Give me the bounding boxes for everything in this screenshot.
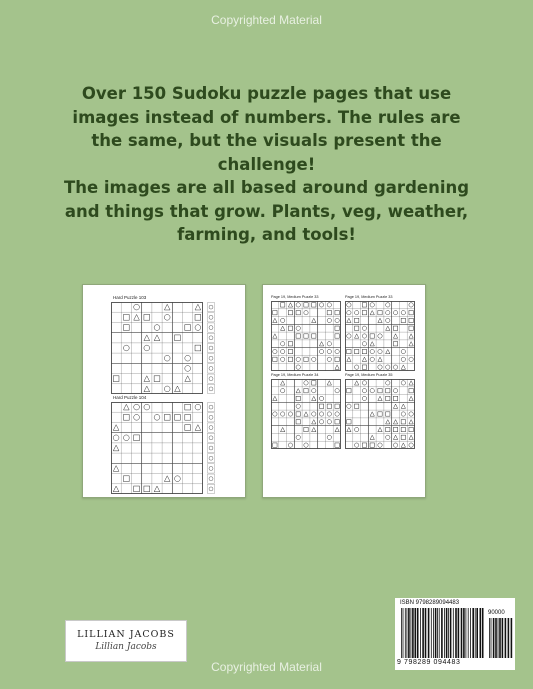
blurb-paragraph-2: The images are all based around gardening and things that grow. Plants, veg, weather, farming, and tools! <box>63 178 470 244</box>
sudoku-grid <box>271 301 341 371</box>
puzzle-title: Page 19, Medium Puzzle 35 <box>345 373 393 377</box>
puzzle-title: Page 19, Medium Puzzle 33 <box>271 295 319 299</box>
isbn-digits: 9 798289 094483 <box>397 659 461 666</box>
puzzle-title: Hard Puzzle 104 <box>113 395 147 400</box>
sudoku-grid <box>271 379 341 449</box>
symbol-key-column <box>207 302 215 394</box>
sudoku-grid <box>345 379 415 449</box>
puzzle-title: Hard Puzzle 103 <box>113 295 147 300</box>
copyright-watermark-bottom: Copyrighted Material <box>211 660 322 674</box>
price-code: 90000 <box>488 610 505 616</box>
author-signature: Lillian Jacobs <box>95 642 157 652</box>
author-name: LILLIAN JACOBS <box>77 629 175 640</box>
sudoku-grid <box>111 402 203 494</box>
puzzle-title: Page 19, Medium Puzzle 33 <box>345 295 393 299</box>
symbol-key-column <box>207 402 215 494</box>
back-cover-blurb <box>60 82 473 247</box>
sample-page-medium <box>262 284 426 498</box>
sudoku-grid <box>111 302 203 394</box>
copyright-watermark-top: Copyrighted Material <box>211 13 322 27</box>
sudoku-grid <box>345 301 415 371</box>
puzzle-title: Page 19, Medium Puzzle 34 <box>271 373 319 377</box>
blurb-paragraph-1: Over 150 Sudoku puzzle pages that use images instead of numbers. The rules are the same, but the visuals present the challenge! <box>72 84 461 174</box>
isbn-label: ISBN 9798289094483 <box>400 600 460 606</box>
sample-page-hard <box>82 284 246 498</box>
author-logo <box>65 620 187 662</box>
